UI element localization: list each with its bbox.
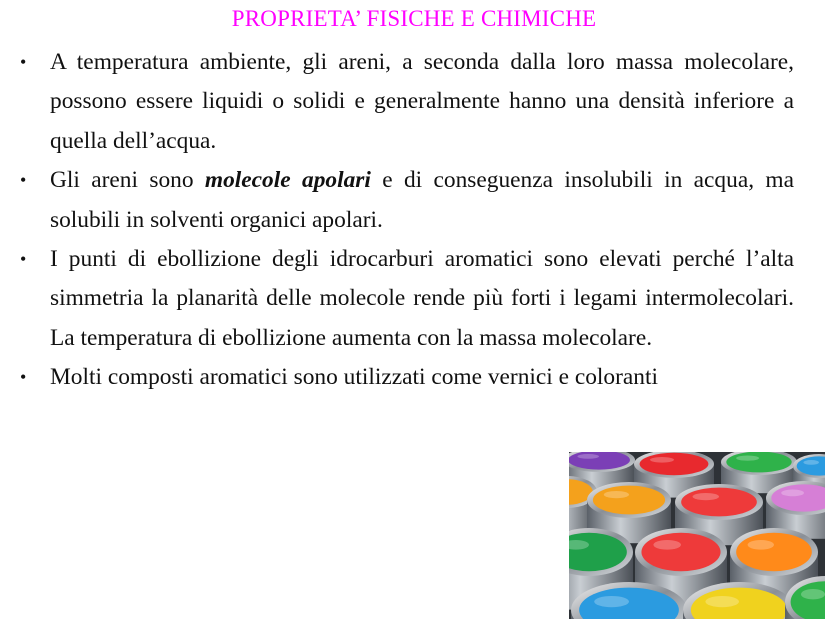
bullet-icon: • <box>20 367 27 388</box>
paint-surface <box>593 486 665 515</box>
paint-highlight <box>705 596 739 607</box>
slide-title: PROPRIETA’ FISICHE E CHIMICHE <box>231 6 597 31</box>
paint-highlight <box>801 589 825 599</box>
paint-surface <box>736 533 812 571</box>
paint-highlight <box>693 493 719 500</box>
bullet-item <box>20 43 794 161</box>
bullet-text: A temperatura ambiente, gli areni, a seconda dalla loro massa molecolare, possono essere liquidi o solidi e generalmente hanno una densità inferiore a quella dell’acqua. <box>50 49 794 154</box>
paint-highlight <box>577 454 599 459</box>
bullet-text-before: Gli areni sono <box>50 167 205 194</box>
bullet-icon: • <box>20 52 27 72</box>
paint-highlight <box>594 596 629 607</box>
paint-highlight <box>781 490 804 497</box>
bullet-list <box>20 43 794 398</box>
paint-cans-illustration <box>569 452 825 619</box>
bullet-text: Molti composti aromatici sono utilizzati come vernici e coloranti <box>50 364 658 391</box>
paint-surface <box>641 533 720 571</box>
bullet-item <box>20 161 794 240</box>
paint-highlight <box>803 460 819 465</box>
bullet-item <box>20 358 794 397</box>
bullet-item <box>20 240 794 358</box>
bullet-icon: • <box>20 170 27 191</box>
paint-surface <box>640 453 709 475</box>
bullet-text-after: e di conseguenza insolubili in acqua, ma solubili in solventi organici apolari. <box>50 167 794 233</box>
paint-highlight <box>653 540 681 550</box>
paint-highlight <box>748 540 774 550</box>
paint-highlight <box>650 457 674 463</box>
paint-surface <box>726 452 791 472</box>
paint-surface <box>681 488 757 517</box>
bullet-text: I punti di ebollizione degli idrocarburi aromatici sono elevati perché l’alta simmetria la planarità delle molecole rende più forti i legami intermolecolari. La temperatura di ebollizione aumenta con la massa molecolare. <box>50 246 794 351</box>
bullet-icon: • <box>20 249 27 270</box>
bullet-emphasis: molecole apolari <box>204 167 371 194</box>
paint-highlight <box>604 491 629 498</box>
paint-highlight <box>736 456 759 461</box>
paint-cans-image <box>569 452 825 619</box>
